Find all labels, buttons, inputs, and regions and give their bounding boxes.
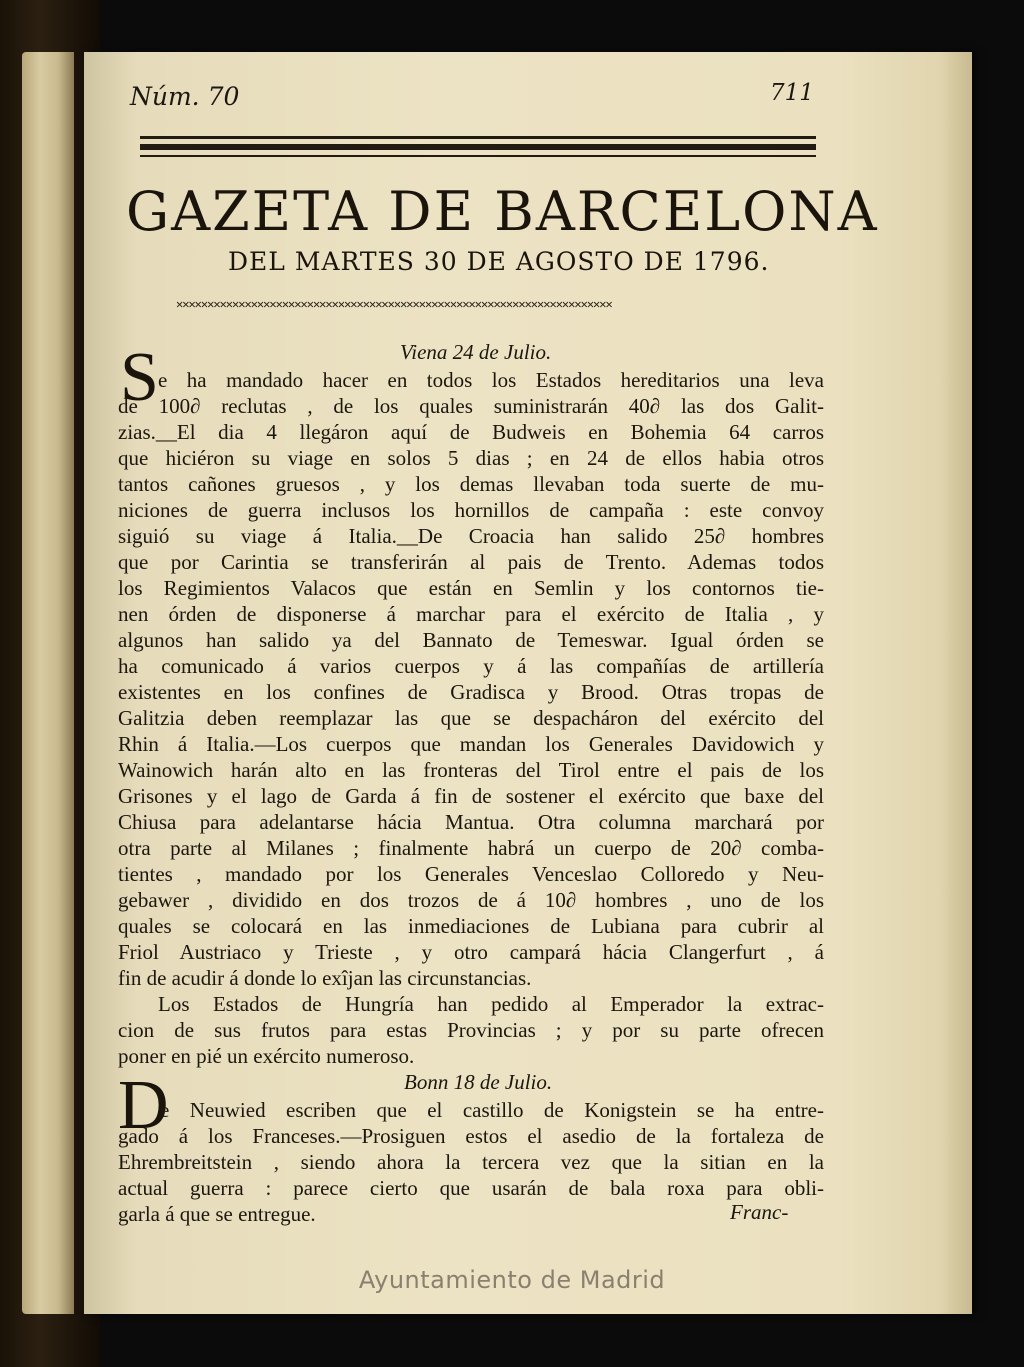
text-line: zias.__El dia 4 llegáron aquí de Budweis en Bohemia 64 carros	[118, 420, 824, 444]
text-line: ha comunicado á varios cuerpos y á las compañías de artillería	[118, 654, 824, 678]
text-line: siguió su viage á Italia.__De Croacia han salido 25∂ hombres	[118, 524, 824, 548]
text-line: Wainowich harán alto en las fronteras del Tirol entre el pais de los	[118, 758, 824, 782]
text-line: quales se colocará en las inmediaciones de Lubiana para cubrir al	[118, 914, 824, 938]
page-number: 711	[770, 80, 814, 106]
text-line: fin de acudir á donde lo exîjan las circunstancias.	[118, 966, 532, 990]
watermark: Ayuntamiento de Madrid	[358, 1266, 666, 1294]
text-line: que por Carintia se transferirán al pais de Trento. Ademas todos	[118, 550, 824, 574]
text-line: tantos cañones gruesos , y los demas llevaban toda suerte de mu-	[118, 472, 824, 496]
masthead-date: DEL MARTES 30 DE AGOSTO DE 1796.	[228, 247, 770, 276]
text-line: gado á los Franceses.—Prosiguen estos el asedio de la fortaleza de	[118, 1124, 824, 1148]
text-line: Friol Austriaco y Trieste , y otro campará hácia Clangerfurt , á	[118, 940, 824, 964]
text-line: otra parte al Milanes ; finalmente habrá un cuerpo de 20∂ comba-	[118, 836, 824, 860]
text-line: algunos han salido ya del Bannato de Temeswar. Igual órden se	[118, 628, 824, 652]
text-line: de 100∂ reclutas , de los quales suministrarán 40∂ las dos Galit-	[118, 394, 824, 418]
text-line: gebawer , dividido en dos trozos de á 10∂ hombres , uno de los	[118, 888, 824, 912]
text-line: Rhin á Italia.—Los cuerpos que mandan los Generales Davidowich y	[118, 732, 824, 756]
text-line: e Neuwied escriben que el castillo de Konigstein se ha entre-	[160, 1098, 824, 1122]
page-edge-shadow	[940, 52, 972, 1314]
cover-edge	[22, 52, 74, 1314]
text-line: existentes en los confines de Gradisca y Brood. Otras tropas de	[118, 680, 824, 704]
text-line: garla á que se entregue.	[118, 1202, 316, 1226]
text-line: poner en pié un exército numeroso.	[118, 1044, 415, 1068]
text-line: Chiusa para adelantarse hácia Mantua. Otra columna marchará por	[118, 810, 824, 834]
masthead-title: GAZETA DE BARCELONA	[126, 180, 879, 243]
ornamental-rule: ✕✕✕✕✕✕✕✕✕✕✕✕✕✕✕✕✕✕✕✕✕✕✕✕✕✕✕✕✕✕✕✕✕✕✕✕✕✕✕✕✕✕✕✕✕✕✕✕✕✕✕✕✕✕✕✕✕✕✕✕✕✕✕✕✕✕✕✕✕✕	[176, 297, 612, 311]
issue-number: Núm. 70	[130, 82, 240, 111]
text-line: Galitzia deben reemplazar las que se despacháron del exército del	[118, 706, 824, 730]
text-line: Ehrembreitstein , siendo ahora la tercera vez que la sitian en la	[118, 1150, 824, 1174]
text-line: cion de sus frutos para estas Provincias ; y por su parte ofrecen	[118, 1018, 824, 1042]
dateline-viena: Viena 24 de Julio.	[400, 340, 552, 364]
text-line: nen órden de disponerse á marchar para el exército de Italia , y	[118, 602, 824, 626]
text-line: Los Estados de Hungría han pedido al Emperador la extrac-	[158, 992, 824, 1016]
catchword: Franc-	[730, 1200, 789, 1224]
text-line: niciones de guerra inclusos los hornillos de campaña : este convoy	[118, 498, 824, 522]
text-line: que hiciéron su viage en solos 5 dias ; en 24 de ellos habia otros	[118, 446, 824, 470]
masthead-rules	[140, 136, 816, 157]
text-line: Grisones y el lago de Garda á fin de sostener el exército que baxe del	[118, 784, 824, 808]
text-line: e ha mandado hacer en todos los Estados hereditarios una leva	[158, 368, 824, 392]
dateline-bonn: Bonn 18 de Julio.	[404, 1070, 553, 1094]
text-line: los Regimientos Valacos que están en Semlin y los contornos tie-	[118, 576, 824, 600]
dropcap-s: S	[120, 339, 159, 416]
dropcap-d: D	[118, 1067, 169, 1144]
text-line: actual guerra : parece cierto que usarán de bala roxa para obli-	[118, 1176, 824, 1200]
text-line: tientes , mandado por los Generales Venceslao Colloredo y Neu-	[118, 862, 824, 886]
